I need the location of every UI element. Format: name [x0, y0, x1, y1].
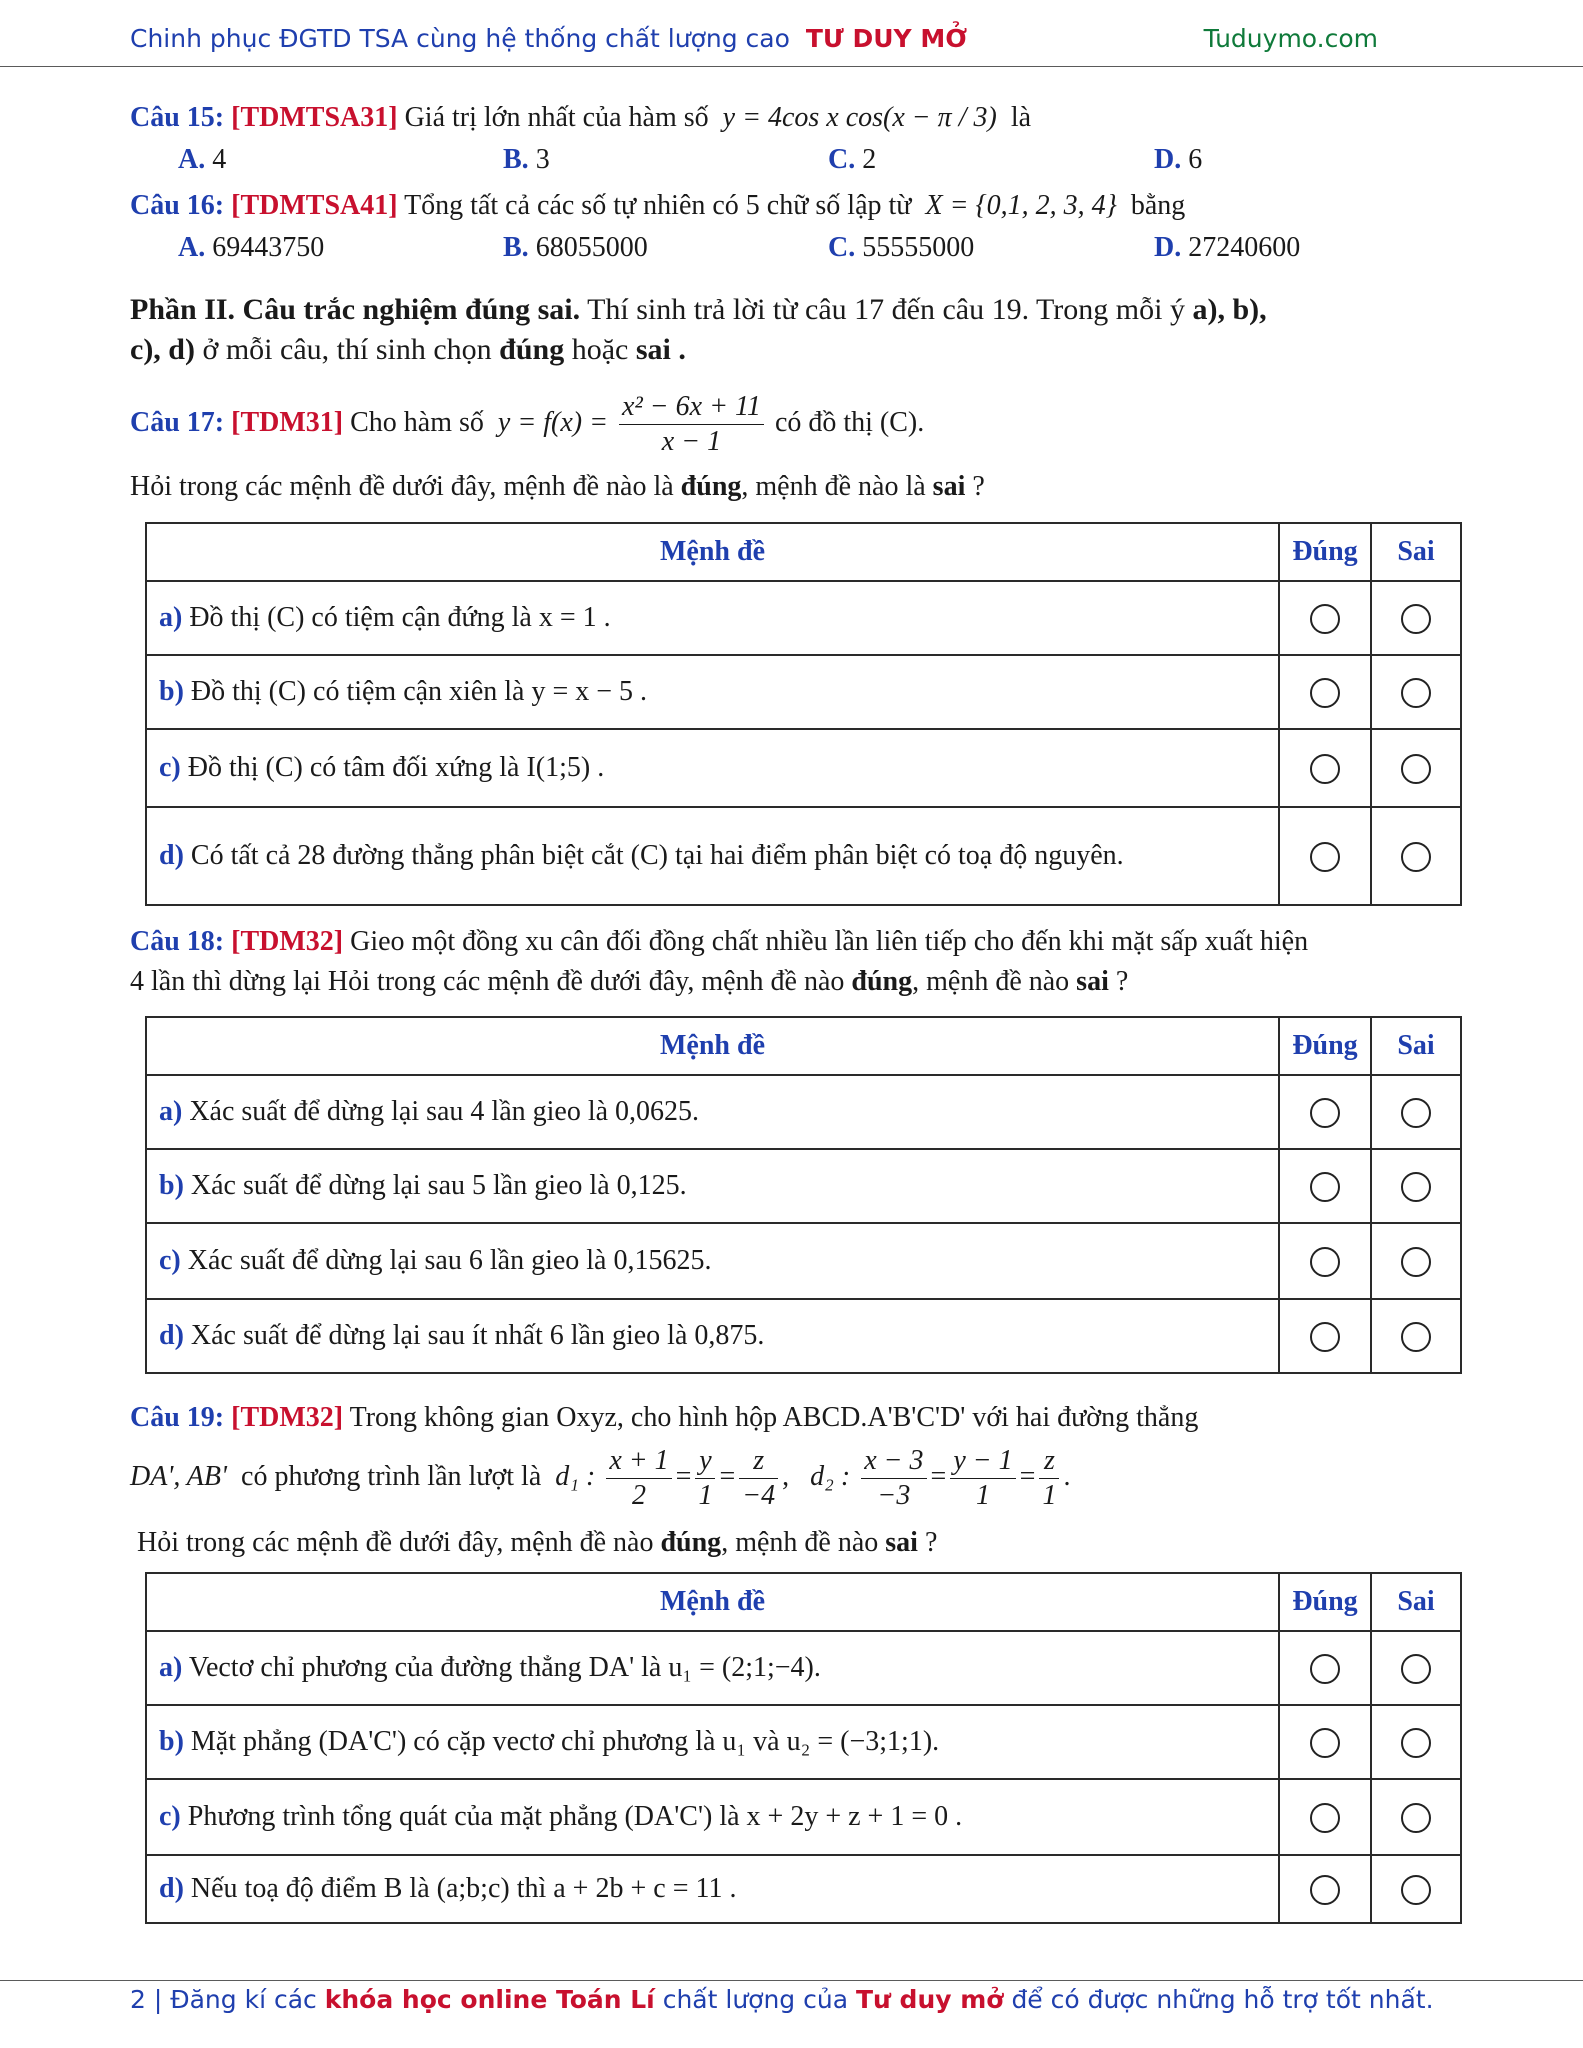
col-header-false: Sai: [1371, 1573, 1461, 1631]
false-radio[interactable]: [1401, 1803, 1431, 1833]
false-radio[interactable]: [1401, 678, 1431, 708]
true-radio[interactable]: [1310, 1654, 1340, 1684]
question-16-options: [178, 232, 1455, 272]
question-19: Câu 19: [TDM32] Trong không gian Oxyz, cho hình hộp ABCD.A'B'C'D' với hai đường thẳng: [130, 1402, 1199, 1433]
option-b[interactable]: B. 68055000: [503, 232, 648, 263]
page-footer: 2 | Đăng kí các khóa học online Toán Lí chất lượng của Tư duy mở để có được những hỗ trợ tốt nhất.: [130, 1985, 1434, 2014]
true-radio[interactable]: [1310, 604, 1340, 634]
table-row: a) Vectơ chỉ phương của đường thẳng DA' là u₁ = (2;1;−4).: [146, 1631, 1461, 1705]
option-d[interactable]: D. 27240600: [1154, 232, 1301, 263]
table-row: d) Có tất cả 28 đường thẳng phân biệt cắt (C) tại hai điểm phân biệt có toạ độ nguyên.: [146, 807, 1461, 905]
true-radio[interactable]: [1310, 754, 1340, 784]
true-radio[interactable]: [1310, 1172, 1340, 1202]
question-19-lines: DA', AB' có phương trình lần lượt là d₁ : $\frac{x + 1}{2}$ = $\frac{y}{1}$ = $\frac{z}{-4}$ , d₂ : $\frac{x - 3}{-3}$ = $\frac{y - 1}{1}$ = $\frac{z}{1}$ .: [130, 1445, 1071, 1512]
true-radio[interactable]: [1310, 1247, 1340, 1277]
question-19-ask: Hỏi trong các mệnh đề dưới đây, mệnh đề nào đúng, mệnh đề nào sai ?: [137, 1527, 938, 1558]
table-row: b) Xác suất để dừng lại sau 5 lần gieo là 0,125.: [146, 1149, 1461, 1223]
question-15: Câu 15: [TDMTSA31] Giá trị lớn nhất của hàm số y = 4cos x cos(x − π / 3) là: [130, 102, 1032, 133]
table-row: a) Xác suất để dừng lại sau 4 lần gieo là 0,0625.: [146, 1075, 1461, 1149]
header-left: Chinh phục ĐGTD TSA cùng hệ thống chất lượng cao TƯ DUY MỞ: [130, 24, 968, 53]
col-header-statement: Mệnh đề: [146, 523, 1279, 581]
question-17-ask: Hỏi trong các mệnh đề dưới đây, mệnh đề nào là đúng, mệnh đề nào là sai ?: [130, 471, 985, 502]
q17-table: [145, 522, 1462, 906]
brand-name: TƯ DUY MỞ: [805, 24, 968, 53]
header-site[interactable]: Tuduymo.com: [1203, 24, 1378, 53]
true-radio[interactable]: [1310, 1322, 1340, 1352]
col-header-statement: Mệnh đề: [146, 1017, 1279, 1075]
false-radio[interactable]: [1401, 1172, 1431, 1202]
part-2-intro: Phần II. Câu trắc nghiệm đúng sai. Thí sinh trả lời từ câu 17 đến câu 19. Trong mỗi ý a), b), c), d) ở mỗi câu, thí sinh chọn đúng hoặc sai .: [130, 293, 1267, 366]
table-row: b) Mặt phẳng (DA'C') có cặp vectơ chỉ phương là u₁ và u₂ = (−3;1;1).: [146, 1705, 1461, 1779]
true-radio[interactable]: [1310, 1098, 1340, 1128]
col-header-true: Đúng: [1279, 1573, 1371, 1631]
table-row: c) Đồ thị (C) có tâm đối xứng là I(1;5) .: [146, 729, 1461, 807]
option-a[interactable]: A. 69443750: [178, 232, 325, 263]
true-radio[interactable]: [1310, 1728, 1340, 1758]
option-c[interactable]: C. 2: [828, 144, 877, 175]
true-radio[interactable]: [1310, 842, 1340, 872]
fraction: $\frac{\text{x² − 6x + 11}}{x - 1}$: [619, 390, 764, 459]
question-18: Câu 18: [TDM32] Gieo một đồng xu cân đối đồng chất nhiều lần liên tiếp cho đến khi mặt sấp xuất hiện 4 lần thì dừng lại Hỏi trong các mệnh đề dưới đây, mệnh đề nào đúng, mệnh đề nào sai ?: [130, 926, 1309, 997]
table-row: b) Đồ thị (C) có tiệm cận xiên là y = x − 5 .: [146, 655, 1461, 729]
q19-table: [145, 1572, 1462, 1924]
false-radio[interactable]: [1401, 1098, 1431, 1128]
table-row: c) Phương trình tổng quát của mặt phẳng (DA'C') là x + 2y + z + 1 = 0 .: [146, 1779, 1461, 1855]
option-b[interactable]: B. 3: [503, 144, 550, 175]
col-header-false: Sai: [1371, 523, 1461, 581]
false-radio[interactable]: [1401, 754, 1431, 784]
true-radio[interactable]: [1310, 1875, 1340, 1905]
footer-divider: [0, 1980, 1583, 1981]
false-radio[interactable]: [1401, 842, 1431, 872]
option-a[interactable]: A. 4: [178, 144, 227, 175]
question-16: Câu 16: [TDMTSA41] Tổng tất cả các số tự nhiên có 5 chữ số lập từ X = {0,1, 2, 3, 4} bằng: [130, 190, 1186, 221]
table-row: d) Nếu toạ độ điểm B là (a;b;c) thì a + 2b + c = 11 .: [146, 1855, 1461, 1923]
q18-table: [145, 1016, 1462, 1374]
col-header-false: Sai: [1371, 1017, 1461, 1075]
table-row: c) Xác suất để dừng lại sau 6 lần gieo là 0,15625.: [146, 1223, 1461, 1299]
table-row: a) Đồ thị (C) có tiệm cận đứng là x = 1 .: [146, 581, 1461, 655]
false-radio[interactable]: [1401, 1728, 1431, 1758]
option-c[interactable]: C. 55555000: [828, 232, 975, 263]
false-radio[interactable]: [1401, 604, 1431, 634]
false-radio[interactable]: [1401, 1654, 1431, 1684]
header-divider: [0, 66, 1583, 67]
false-radio[interactable]: [1401, 1247, 1431, 1277]
question-17: Câu 17: [TDM31] Cho hàm số y = f(x) = $\frac{\text{x² − 6x + 11}}{x - 1}$ có đồ thị (C).: [130, 391, 925, 458]
true-radio[interactable]: [1310, 678, 1340, 708]
option-d[interactable]: D. 6: [1154, 144, 1203, 175]
col-header-true: Đúng: [1279, 523, 1371, 581]
part-2-title: Phần II. Câu trắc nghiệm đúng sai.: [130, 293, 581, 326]
true-radio[interactable]: [1310, 1803, 1340, 1833]
false-radio[interactable]: [1401, 1875, 1431, 1905]
page-header: [130, 24, 1378, 64]
table-row: d) Xác suất để dừng lại sau ít nhất 6 lần gieo là 0,875.: [146, 1299, 1461, 1373]
col-header-statement: Mệnh đề: [146, 1573, 1279, 1631]
false-radio[interactable]: [1401, 1322, 1431, 1352]
question-15-options: [178, 144, 1455, 184]
col-header-true: Đúng: [1279, 1017, 1371, 1075]
